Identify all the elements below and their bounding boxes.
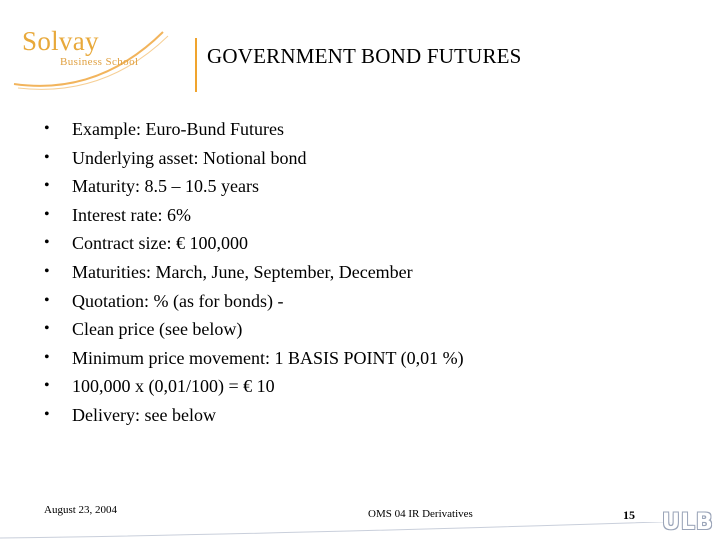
bullet-text: Maturities: March, June, September, December: [72, 261, 413, 282]
bullet-dot: •: [44, 148, 50, 166]
bullet-text: Maturity: 8.5 – 10.5 years: [72, 176, 259, 197]
bullet-item: [44, 201, 464, 230]
footer-date: August 23, 2004: [44, 504, 118, 516]
bullet-item: [44, 115, 464, 144]
bullet-dot: •: [44, 348, 50, 366]
bullet-item: [44, 372, 464, 401]
bullet-text: Interest rate: 6%: [72, 204, 191, 225]
bullet-item: [44, 287, 464, 316]
bullet-dot: •: [44, 205, 50, 223]
bullet-dot: •: [44, 234, 50, 252]
bullet-dot: •: [44, 291, 50, 309]
bullet-text: Contract size: € 100,000: [72, 233, 248, 254]
bullet-item: [44, 315, 464, 344]
title-divider: [195, 38, 197, 92]
bullet-text: Clean price (see below): [72, 319, 243, 340]
slide-title: GOVERNMENT BOND FUTURES: [207, 44, 522, 68]
bullet-dot: •: [44, 262, 50, 280]
bullet-item: [44, 229, 464, 258]
bullet-text: Delivery: see below: [72, 404, 216, 425]
logo-subtitle-text: Business School: [60, 56, 139, 68]
bullet-dot: •: [44, 377, 50, 395]
bullet-item: [44, 258, 464, 287]
bullet-dot: •: [44, 320, 50, 338]
bullet-item: [44, 172, 464, 201]
bullet-text: Quotation: % (as for bonds) -: [72, 290, 284, 311]
solvay-logo: [8, 14, 178, 94]
footer-course: OMS 04 IR Derivatives: [368, 508, 473, 520]
bullet-text: Underlying asset: Notional bond: [72, 147, 307, 168]
bullet-item: [44, 144, 464, 173]
bullet-item: [44, 344, 464, 373]
bullet-dot: •: [44, 177, 50, 195]
bullet-text: 100,000 x (0,01/100) = € 10: [72, 376, 275, 397]
page-number: 15: [623, 508, 635, 522]
bullet-dot: •: [44, 405, 50, 423]
ulb-logo: ULB: [662, 510, 714, 535]
logo-brand-text: Solvay: [22, 26, 99, 56]
bullet-dot: •: [44, 120, 50, 137]
bullet-text: Minimum price movement: 1 BASIS POINT (0,01 %): [72, 347, 464, 368]
bullet-item: [44, 401, 464, 430]
bullet-text: Example: Euro-Bund Futures: [72, 119, 284, 139]
bullet-list: [44, 115, 464, 430]
footer-divider: [0, 522, 720, 540]
